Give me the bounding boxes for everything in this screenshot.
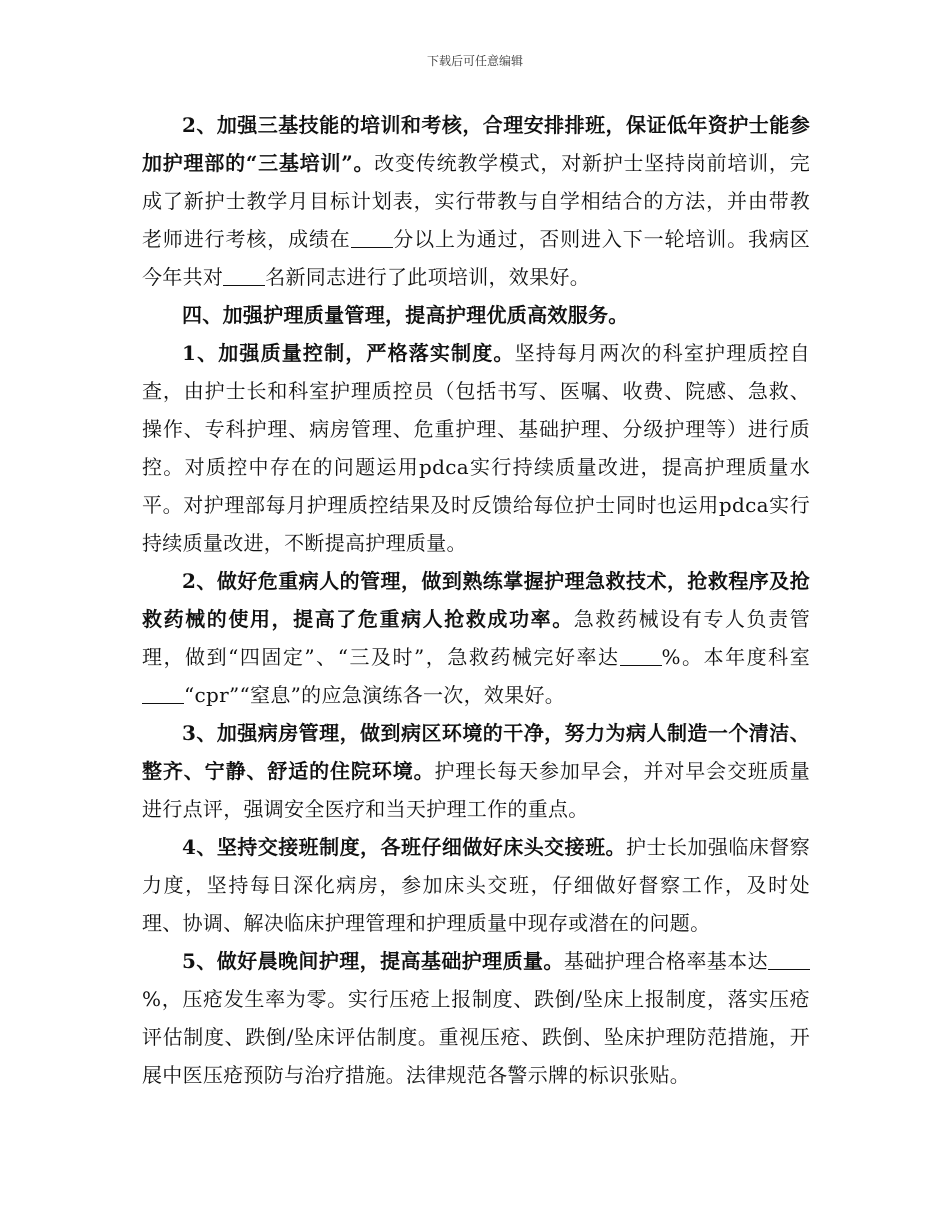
paragraph-text: %，压疮发生率为零。实行压疮上报制度、跌倒/坠床上报制度，落实压疮评估制度、跌倒/坠床评估制度。重视压疮、跌倒、坠床护理防范措施，开展中医压疮预防与治疗措施。法律规范各警示牌的标识张贴。 — [142, 987, 810, 1087]
document-body — [142, 106, 810, 1094]
paragraph-ward-management — [142, 714, 810, 828]
paragraph-text: 基础护理合格率基本达 — [563, 949, 768, 973]
paragraph-text: “cpr”“窒息”的应急演练各一次，效果好。 — [184, 683, 566, 707]
paragraph-text: 护理长每天参加早会，并对早会交班质量进行点评，强调安全医疗和当天护理工作的重点。 — [142, 759, 811, 821]
paragraph-shift-handover — [142, 828, 810, 942]
paragraph-basic-care — [142, 942, 810, 1094]
paragraph-lead: 5、做好晨晚间护理，提高基础护理质量。 — [182, 949, 564, 973]
fill-blank — [620, 645, 662, 666]
paragraph-lead: 3、加强病房管理，做到病区环境的干净，努力为病人制造一个清洁、整齐、宁静、舒适的住院环境。 — [142, 721, 810, 783]
paragraph-training — [142, 106, 810, 296]
paragraph-text: 改变传统教学模式，对新护士坚持岗前培训，完成了新护士教学月目标计划表，实行带教与自学相结合的方法，并由带教老师进行考核，成绩在 — [142, 151, 810, 251]
paragraph-text: 分以上为通过，否则进入下一轮培训。我病区今年共对 — [142, 227, 811, 289]
fill-blank — [768, 949, 810, 970]
paragraph-text: 名新同志进行了此项培训，效果好。 — [265, 265, 591, 289]
section-heading: 四、加强护理质量管理，提高护理优质高效服务。 — [182, 303, 629, 327]
paragraph-quality-control — [142, 334, 810, 562]
paragraph-text: %。本年度科室 — [661, 645, 810, 669]
page-header: 下载后可任意编辑 — [426, 54, 523, 68]
paragraph-lead: 4、坚持交接班制度，各班仔细做好床头交接班。 — [182, 835, 627, 859]
paragraph-text: 坚持每月两次的科室护理质控自查，由护士长和科室护理质控员（包括书写、医嘱、收费、院感、急救、操作、专科护理、病房管理、危重护理、基础护理、分级护理等）进行质控。对质控中存在的问题运用pdca实行持续质量改进，提高护理质量水平。对护理部每月护理质控结果及时反馈给每位护士同时也运用pdca实行持续质量改进，不断提高护理质量。 — [142, 341, 811, 555]
paragraph-critical-patients — [142, 562, 810, 714]
paragraph-text: 急救药械设有专人负责管理，做到“四固定”、“三及时”，急救药械完好率达 — [142, 607, 810, 669]
fill-blank — [142, 683, 184, 704]
fill-blank — [223, 265, 265, 286]
paragraph-lead: 2、做好危重病人的管理，做到熟练掌握护理急救技术，抢救程序及抢救药械的使用，提高了危重病人抢救成功率。 — [142, 569, 810, 631]
paragraph-text: 护士长加强临床督察力度，坚持每日深化病房，参加床头交班，仔细做好督察工作，及时处理、协调、解决临床护理管理和护理质量中现存或潜在的问题。 — [142, 835, 811, 935]
paragraph-lead: 1、加强质量控制，严格落实制度。 — [182, 341, 515, 365]
fill-blank — [351, 227, 393, 248]
paragraph-lead: 2、加强三基技能的培训和考核，合理安排排班，保证低年资护士能参加护理部的“三基培训”。 — [142, 113, 810, 175]
